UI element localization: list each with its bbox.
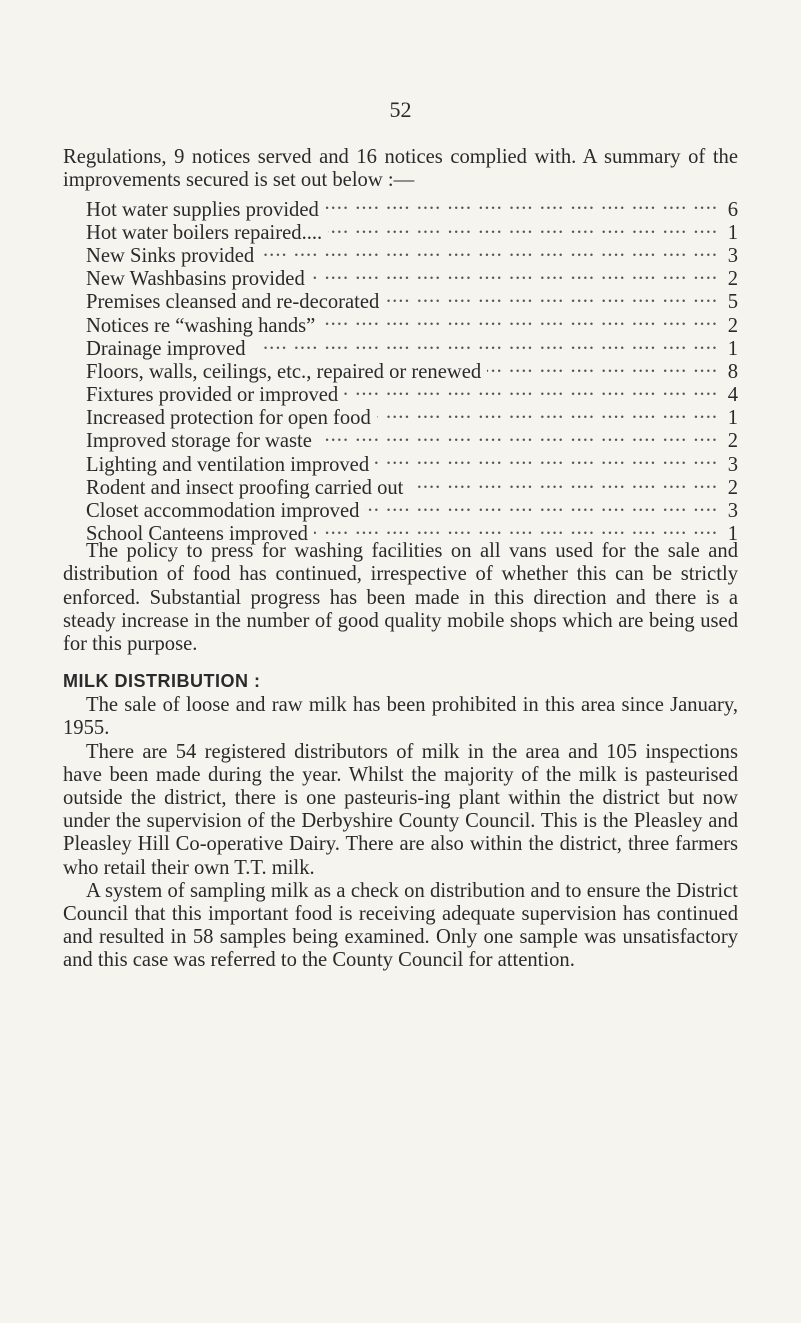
improvement-label: Lighting and ventilation improved [86,453,370,476]
improvement-count: 1 [727,523,738,546]
improvement-count: 1 [727,407,738,430]
improvement-label: Floors, walls, ceilings, etc., repaired or renewed [86,360,482,383]
dot-leader [260,239,718,262]
intro-paragraph: Regulations, 9 notices served and 16 notices complied with. A summary of the improvements secured is set out below :— [63,146,738,192]
dot-leader [252,332,718,355]
improvement-label: Fixtures provided or improved [86,384,339,407]
improvement-item [63,192,738,221]
page-content [63,146,738,973]
improvement-count: 2 [727,268,738,291]
page-number: 52 [389,97,412,122]
improvement-count: 5 [727,291,738,314]
improvement-count: 2 [727,430,738,453]
improvement-label: Premises cleansed and re-decorated [86,291,380,314]
milk-paragraph: There are 54 registered distributors of milk in the area and 105 inspections have been made during the year. Whilst the majority of the milk is pasteurised outside the district, there is one pasteuris-ing plant within the district but now under the supervision of the Derbyshire County Council. This is the Pleasley and Pleasley Hill Co-operative Dairy. There are also within the district, three farmers who retail their own T.T. milk. [63,740,738,879]
improvement-count: 3 [727,453,738,476]
improvement-label: Increased protection for open food [86,407,371,430]
improvement-label: Improved storage for waste [86,430,312,453]
dot-leader [318,424,718,447]
improvement-count: 1 [727,221,738,244]
improvement-label: Drainage improved [86,337,246,360]
improvement-label: Rodent and insect proofing carried out [86,476,404,499]
improvement-count: 6 [727,198,738,221]
improvement-count: 2 [727,314,738,337]
dot-leader [375,447,718,470]
improvement-label: School Canteens improved [86,523,308,546]
improvement-count: 8 [727,360,738,383]
dot-leader [377,401,718,424]
improvements-list [63,192,738,546]
dot-leader [487,355,718,378]
dot-leader [385,285,718,308]
dot-leader [321,308,718,331]
dot-leader [365,494,718,517]
dot-leader [344,378,718,401]
milk-distribution-heading: MILK DISTRIBUTION : [63,671,261,692]
milk-paragraph: The sale of loose and raw milk has been prohibited in this area since January, 1955. [63,694,738,740]
improvement-label: Closet accommodation improved [86,500,360,523]
improvement-count: 1 [727,337,738,360]
dot-leader [328,216,718,239]
improvement-label: Hot water boilers repaired.... [86,221,323,244]
milk-paragraph: A system of sampling milk as a check on distribution and to ensure the District Council that this important food is receiving adequate supervision has continued and resulted in 58 samples being examined. Only one sample was unsatisfactory and this case was referred to the County Council for attention. [63,879,738,972]
policy-paragraph: The policy to press for washing facilities on all vans used for the sale and distribution of food has continued, irrespective of whether this can be strictly enforced. Substantial progress has been made in this direction and there is a steady increase in the number of good quality mobile shops which are being used for this purpose. [63,540,738,656]
dot-leader [409,471,718,494]
dot-leader [325,192,718,215]
improvement-label: Notices re “washing hands” [86,314,316,337]
improvement-label: New Washbasins provided [86,268,305,291]
improvement-count: 3 [727,500,738,523]
dot-leader [314,517,718,540]
improvement-count: 3 [727,244,738,267]
improvement-count: 4 [727,384,738,407]
dot-leader [311,262,718,285]
improvement-label: Hot water supplies provided [86,198,319,221]
improvement-count: 2 [727,476,738,499]
improvement-label: New Sinks provided [86,244,255,267]
